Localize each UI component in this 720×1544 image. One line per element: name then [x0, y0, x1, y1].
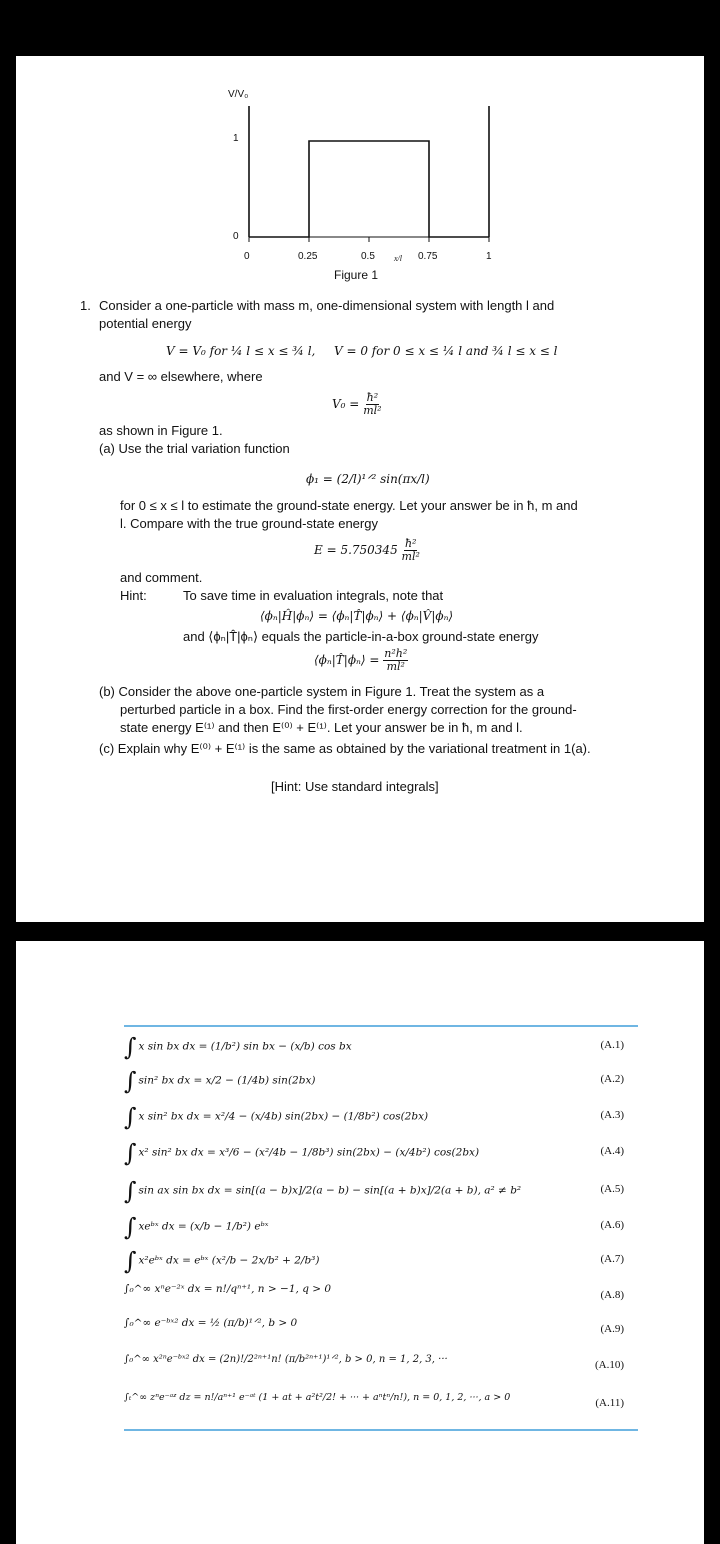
hint-text-2: and ⟨ϕₙ|T̂|ϕₙ⟩ equals the particle-in-a-box ground-state energy — [183, 629, 539, 644]
integral-expression: x sin bx dx = (1/b²) sin bx − (x/b) cos bx — [138, 1040, 352, 1053]
equation-number: (A.7) — [600, 1253, 624, 1265]
problem-intro-line1: Consider a one-particle with mass m, one-dimensional system with length l and — [99, 298, 555, 313]
kinetic-fraction — [383, 648, 408, 673]
trial-function-equation: ϕ₁ = (2/l)¹ᐟ² sin(πx/l) — [306, 472, 430, 486]
part-a-line2: for 0 ≤ x ≤ l to estimate the ground-state energy. Let your answer be in ħ, m and — [120, 498, 578, 513]
integral-expression: ∫ₜ^∞ zⁿe⁻ᵃᶻ dz = n!/aⁿ⁺¹ e⁻ᵃᵗ (1 + at + a²t²/2! + ··· + aⁿtⁿ/n!), n = 0, 1, 2, ···, a > 0 — [124, 1392, 511, 1403]
integral-expression: xeᵇˣ dx = (x/b − 1/b²) eᵇˣ — [138, 1220, 269, 1233]
energy-denominator: ml² — [401, 550, 420, 563]
equation-number: (A.8) — [600, 1289, 624, 1301]
integral-expression: ∫₀^∞ xⁿe⁻²ˣ dx = n!/qⁿ⁺¹, n > −1, q > 0 — [124, 1283, 332, 1295]
equation-number: (A.4) — [600, 1145, 624, 1157]
v0-equation — [332, 392, 382, 417]
integral-row — [124, 1139, 624, 1169]
integral-expression: x²eᵇˣ dx = eᵇˣ (x²/b − 2x/b² + 2/b³) — [138, 1254, 320, 1267]
equation-number: (A.9) — [600, 1323, 624, 1335]
integral-row — [124, 1067, 624, 1097]
equation-number: (A.6) — [600, 1219, 624, 1231]
table-bottom-rule — [124, 1429, 638, 1431]
integral-row — [124, 1317, 624, 1347]
problem-page — [16, 56, 704, 922]
x-tick-0: 0 — [244, 251, 250, 262]
integral-sign: ∫ — [124, 1067, 137, 1095]
integral-sign: ∫ — [124, 1103, 137, 1131]
integral-table-page — [16, 941, 704, 1544]
potential-figure — [216, 84, 516, 284]
integral-row — [124, 1033, 624, 1063]
part-a-line3: l. Compare with the true ground-state energy — [120, 516, 378, 531]
integral-row — [124, 1353, 624, 1383]
equation-number: (A.2) — [600, 1073, 624, 1085]
figure-caption: Figure 1 — [334, 268, 379, 282]
integral-row — [124, 1283, 624, 1313]
y-axis-label: V/V₀ — [228, 89, 249, 100]
potential-elsewhere: and V = ∞ elsewhere, where — [99, 369, 263, 384]
integral-sign: ∫ — [124, 1033, 137, 1061]
integral-row — [124, 1177, 624, 1207]
integral-expression: ∫₀^∞ x²ⁿe⁻ᵇˣ² dx = (2n)!/2²ⁿ⁺¹n! (π/b²ⁿ⁺¹)¹ᐟ², b > 0, n = 1, 2, 3, ··· — [124, 1354, 448, 1365]
problem-intro-line2: potential energy — [99, 316, 192, 331]
equation-number: (A.1) — [600, 1039, 624, 1051]
kinetic-denominator: ml² — [386, 660, 405, 673]
part-c: (c) Explain why E⁽⁰⁾ + E⁽¹⁾ is the same as obtained by the variational treatment in 1(a). — [99, 741, 591, 756]
x-axis-label: x/l — [394, 254, 402, 263]
integral-row — [124, 1103, 624, 1133]
x-tick-1: 1 — [486, 251, 492, 262]
kinetic-expectation-equation — [314, 648, 408, 673]
x-tick-075: 0.75 — [418, 251, 438, 262]
x-tick-05: 0.5 — [361, 251, 375, 262]
hint-label: Hint: — [120, 588, 147, 603]
integral-sign: ∫ — [124, 1213, 137, 1241]
y-tick-1: 1 — [233, 133, 239, 144]
potential-definition-inside: V = V₀ for ¼ l ≤ x ≤ ¾ l, — [166, 344, 316, 358]
equation-number: (A.11) — [595, 1397, 624, 1409]
as-shown-text: as shown in Figure 1. — [99, 423, 223, 438]
hamiltonian-expectation-equation: ⟨ϕₙ|Ĥ|ϕₙ⟩ = ⟨ϕₙ|T̂|ϕₙ⟩ + ⟨ϕₙ|V̂|ϕₙ⟩ — [260, 609, 454, 623]
y-tick-0: 0 — [233, 231, 239, 242]
v0-fraction — [363, 392, 381, 417]
integral-expression: x sin² bx dx = x²/4 − (x/4b) sin(2bx) − (1/8b²) cos(2bx) — [138, 1110, 429, 1123]
energy-lhs: E = 5.750345 — [314, 543, 398, 557]
table-top-rule — [124, 1025, 638, 1027]
energy-numerator: ħ² — [404, 537, 417, 550]
v0-numerator: ħ² — [366, 391, 379, 404]
x-tick-025: 0.25 — [298, 251, 318, 262]
integral-sign: ∫ — [124, 1139, 137, 1167]
equation-number: (A.10) — [594, 1359, 624, 1371]
kinetic-lhs: ⟨ϕₙ|T̂|ϕₙ⟩ = — [314, 653, 380, 667]
equation-number: (A.5) — [600, 1183, 624, 1195]
problem-number: 1. — [80, 298, 91, 313]
hint-text: To save time in evaluation integrals, note that — [183, 588, 444, 603]
potential-barrier-line — [249, 141, 489, 237]
integral-expression: x² sin² bx dx = x³/6 − (x²/4b − 1/8b³) sin(2bx) − (x/4b²) cos(2bx) — [138, 1146, 480, 1159]
v0-lhs: V₀ = — [332, 397, 360, 411]
true-energy-equation — [314, 538, 420, 563]
and-comment: and comment. — [120, 570, 203, 585]
integral-expression: sin² bx dx = x/2 − (1/4b) sin(2bx) — [138, 1074, 316, 1087]
integral-expression: sin ax sin bx dx = sin[(a − b)x]/2(a − b) − sin[(a + b)x]/2(a + b), a² ≠ b² — [138, 1184, 522, 1197]
energy-fraction — [402, 538, 420, 563]
integral-row — [124, 1391, 624, 1421]
integral-sign: ∫ — [124, 1247, 137, 1275]
part-b-line2: perturbed particle in a box. Find the first-order energy correction for the ground- — [120, 702, 577, 717]
standard-integrals-hint: [Hint: Use standard integrals] — [271, 779, 439, 794]
potential-definition-outside: V = 0 for 0 ≤ x ≤ ¼ l and ¾ l ≤ x ≤ l — [334, 344, 558, 358]
part-b-line3: state energy E⁽¹⁾ and then E⁽⁰⁾ + E⁽¹⁾. Let your answer be in ħ, m and l. — [120, 720, 523, 735]
integral-row — [124, 1247, 624, 1277]
integral-expression: ∫₀^∞ e⁻ᵇˣ² dx = ½ (π/b)¹ᐟ², b > 0 — [124, 1317, 298, 1329]
part-b-line1: (b) Consider the above one-particle system in Figure 1. Treat the system as a — [99, 684, 545, 699]
integral-sign: ∫ — [124, 1177, 137, 1205]
v0-denominator: ml² — [363, 404, 382, 417]
kinetic-numerator: n²h² — [384, 647, 408, 660]
part-a-label: (a) Use the trial variation function — [99, 441, 290, 456]
integral-row — [124, 1213, 624, 1243]
equation-number: (A.3) — [600, 1109, 624, 1121]
